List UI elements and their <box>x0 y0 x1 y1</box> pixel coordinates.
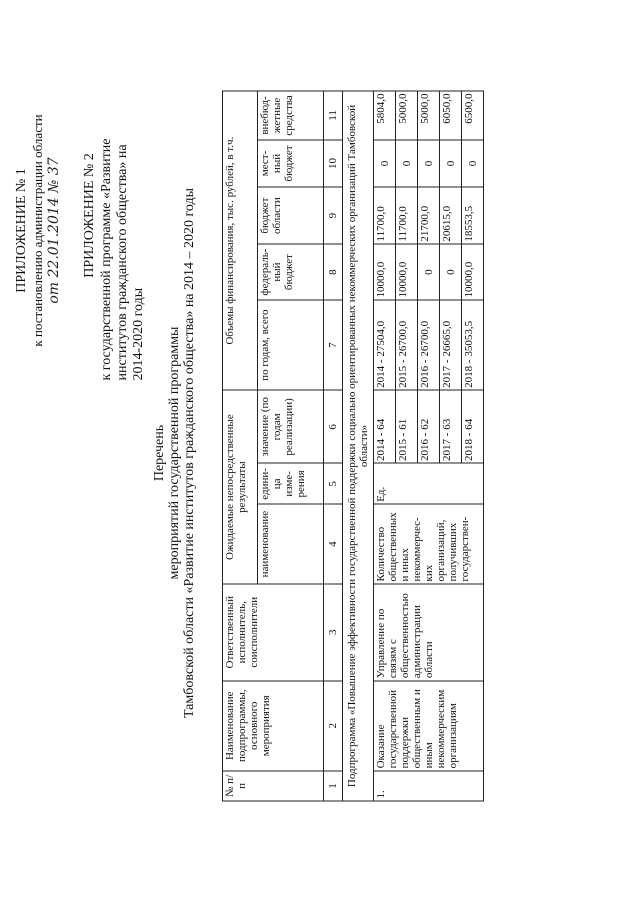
row-extra: 5804,0 <box>374 91 396 140</box>
annex-2-title: ПРИЛОЖЕНИЕ № 2 <box>82 152 97 278</box>
header-unit: едини-ца изме-рения <box>258 463 324 504</box>
header-row-1 <box>223 91 258 801</box>
subprogram-title: Подпрограмма «Повышение эффективности государственной поддержки социально ориентированных некоммерческих организаций Тамбовской области» <box>343 91 374 801</box>
row-num: 1. <box>374 770 484 800</box>
col-number: 9 <box>324 187 343 244</box>
annex-2-block <box>82 50 147 380</box>
row-extra: 6050,0 <box>440 91 462 140</box>
col-number: 3 <box>324 583 343 680</box>
handwritten-decree-date: от 22.01.2014 № 37 <box>46 156 62 304</box>
col-number: 10 <box>324 139 343 186</box>
row-value: 2015 - 61 <box>396 390 418 463</box>
header-total: по годам, всего <box>258 300 324 390</box>
row-measure-name: Оказание государственной поддержки общественным и иным некоммерческим организациям <box>374 680 484 770</box>
col-number: 8 <box>324 244 343 300</box>
table-row <box>374 91 396 801</box>
col-number: 1 <box>324 770 343 800</box>
row-federal: 10000,0 <box>396 244 418 300</box>
header-region: бюджет области <box>258 187 324 244</box>
row-local: 0 <box>462 139 484 186</box>
annex-2-line-3: 2014-2020 годы <box>131 287 146 380</box>
annex-2-line-2: институтов гражданского общества» на <box>115 143 130 380</box>
row-extra: 5000,0 <box>396 91 418 140</box>
row-federal: 10000,0 <box>462 244 484 300</box>
annex-1-decree-line: к постановлению администрации области <box>30 113 45 347</box>
header-federal: федераль-ный бюджет <box>258 244 324 300</box>
subprogram-row <box>343 91 374 801</box>
row-region: 18553,5 <box>462 187 484 244</box>
row-federal: 10000,0 <box>374 244 396 300</box>
row-responsible: Управление по связям с общественностью администрации области <box>374 583 484 680</box>
row-unit: Ед. <box>374 463 484 504</box>
header-local: мест-ный бюджет <box>258 139 324 186</box>
header-num: № п/п <box>223 770 324 800</box>
annex-2-line-1: к государственной программе «Развитие <box>99 138 114 380</box>
header-funding: Объемы финансирования, тыс. рублей, в т.ч. <box>223 91 258 390</box>
header-result-name: наименование <box>258 504 324 584</box>
row-total: 2017 - 26665,0 <box>440 300 462 390</box>
row-region: 20615,0 <box>440 187 462 244</box>
header-name: Наименование подпрограммы, основного мероприятия <box>223 680 324 770</box>
col-number: 5 <box>324 463 343 504</box>
row-local: 0 <box>396 139 418 186</box>
annex-1-block <box>14 80 62 380</box>
row-extra: 6500,0 <box>462 91 484 140</box>
row-total: 2014 - 27504,0 <box>374 300 396 390</box>
row-total: 2016 - 26700,0 <box>418 300 440 390</box>
row-extra: 5000,0 <box>418 91 440 140</box>
row-federal: 0 <box>418 244 440 300</box>
row-federal: 0 <box>440 244 462 300</box>
row-local: 0 <box>374 139 396 186</box>
title-line-1: Перечень <box>152 424 167 481</box>
col-number: 4 <box>324 504 343 584</box>
header-extra: внебюд-жетные средства <box>258 91 324 140</box>
row-total: 2018 - 35053,5 <box>462 300 484 390</box>
col-number: 7 <box>324 300 343 390</box>
measures-table <box>222 90 484 801</box>
row-value: 2016 - 62 <box>418 390 440 463</box>
col-number: 11 <box>324 91 343 140</box>
header-responsible: Ответственный исполнитель, соисполнители <box>223 583 324 680</box>
row-total: 2015 - 26700,0 <box>396 300 418 390</box>
column-number-row <box>324 91 343 801</box>
row-region: 11700,0 <box>396 187 418 244</box>
col-number: 2 <box>324 680 343 770</box>
col-number: 6 <box>324 390 343 463</box>
row-value: 2017 - 63 <box>440 390 462 463</box>
title-line-3: Тамбовской области «Развитие институтов гражданского общества» на 2014 – 2020 годы <box>182 187 197 718</box>
row-local: 0 <box>418 139 440 186</box>
row-local: 0 <box>440 139 462 186</box>
header-value: значение (по годам реализации) <box>258 390 324 463</box>
header-expected-results: Ожидаемые непосредственные результаты <box>223 390 258 584</box>
row-value: 2018 - 64 <box>462 390 484 463</box>
title-line-2: мероприятий государственной программы <box>167 326 182 579</box>
row-result-name: Количество общественных и иных некоммерчес-ких организаций, получивших государствен- <box>374 504 484 584</box>
row-value: 2014 - 64 <box>374 390 396 463</box>
annex-1-title: ПРИЛОЖЕНИЕ № 1 <box>14 167 29 293</box>
row-region: 11700,0 <box>374 187 396 244</box>
row-region: 21700,0 <box>418 187 440 244</box>
document-title <box>152 0 197 905</box>
